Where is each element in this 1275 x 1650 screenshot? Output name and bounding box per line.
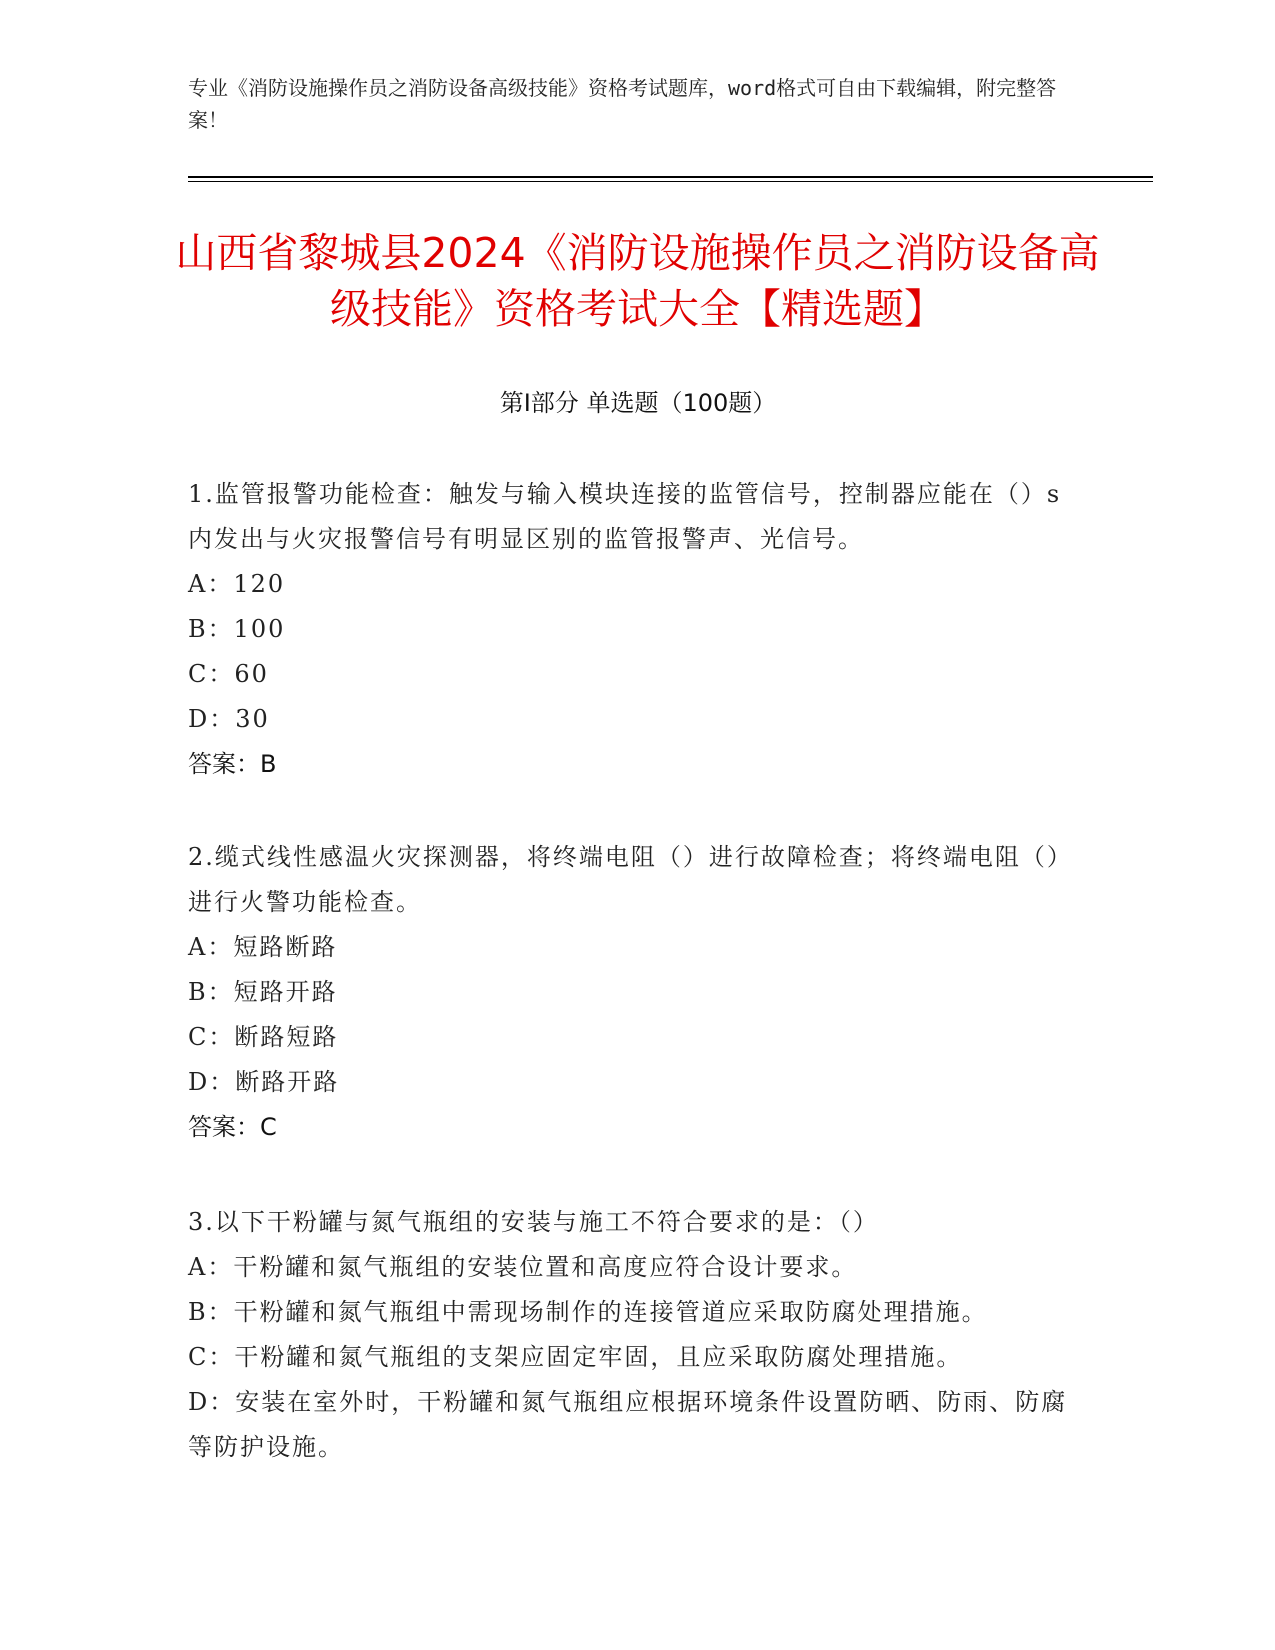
option-d: D：安装在室外时，干粉罐和氮气瓶组应根据环境条件设置防晒、防雨、防腐等防护设施。 [188,1388,1068,1461]
question-stem: 1.监管报警功能检查：触发与输入模块连接的监管信号，控制器应能在（）s内发出与火灾报警信号有明显区别的监管报警声、光信号。 [188,480,1062,553]
question-stem: 3.以下干粉罐与氮气瓶组的安装与施工不符合要求的是：（） [188,1208,879,1236]
option-a: A：120 [188,570,286,598]
option-a: A：短路断路 [188,933,338,961]
answer: 答案：B [188,750,277,778]
header-note: 专业《消防设施操作员之消防设备高级技能》资格考试题库，word格式可自由下载编辑，附完整答案！ [188,76,1057,132]
document-title: 山西省黎城县2024《消防设施操作员之消防设备高级技能》资格考试大全【精选题】 [175,229,1100,333]
option-b: B：短路开路 [188,978,338,1006]
option-a: A：干粉罐和氮气瓶组的安装位置和高度应符合设计要求。 [188,1253,858,1281]
question-2 [188,835,1073,1150]
option-b: B：100 [188,615,286,643]
option-d: D：断路开路 [188,1068,340,1096]
option-c: C：干粉罐和氮气瓶组的支架应固定牢固，且应采取防腐处理措施。 [188,1343,963,1371]
question-1 [188,472,1073,787]
question-stem: 2.缆式线性感温火灾探测器，将终端电阻（）进行故障检查；将终端电阻（）进行火警功能检查。 [188,843,1073,916]
option-b: B：干粉罐和氮气瓶组中需现场制作的连接管道应采取防腐处理措施。 [188,1298,988,1326]
option-c: C：断路短路 [188,1023,339,1051]
option-d: D：30 [188,705,270,733]
option-c: C：60 [188,660,269,688]
section-heading: 第Ⅰ部分 单选题（100题） [499,389,777,417]
question-3 [188,1200,1073,1470]
header-divider-thick [188,176,1153,178]
answer: 答案：C [188,1113,277,1141]
header-divider-thin [188,181,1153,182]
